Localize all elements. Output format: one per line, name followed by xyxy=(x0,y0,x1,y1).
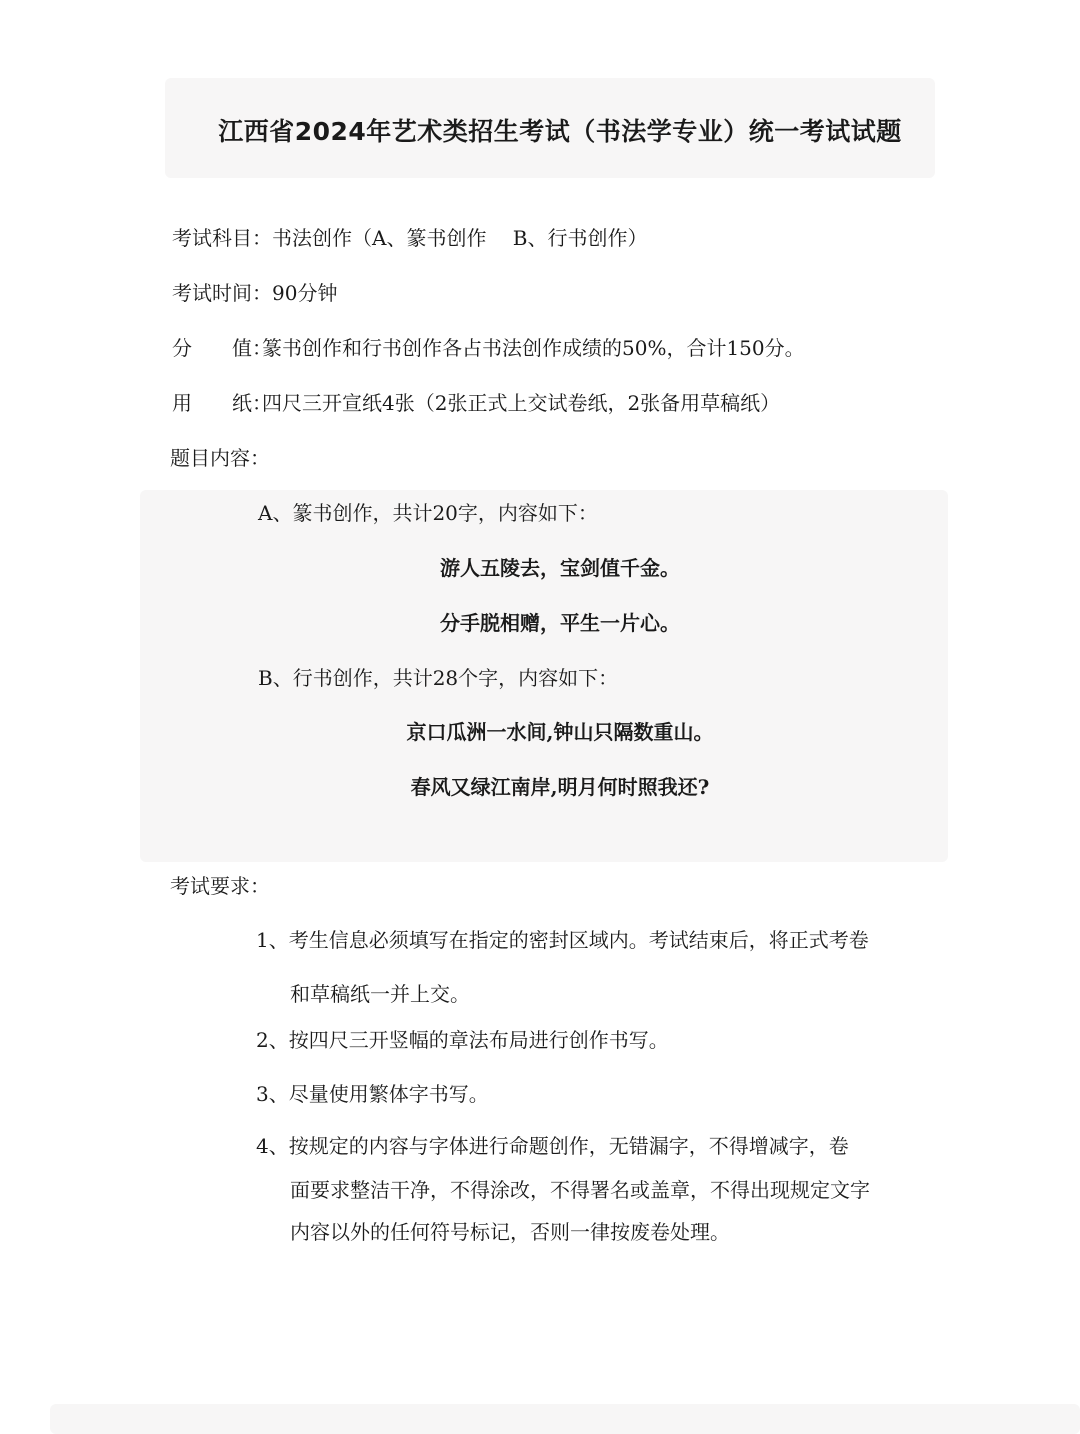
subject-label: 考试科目： xyxy=(172,226,272,250)
requirement-3: 3、尽量使用繁体字书写。 xyxy=(256,1082,489,1106)
score-row xyxy=(172,338,805,358)
paper-row xyxy=(172,393,780,413)
requirement-1-line-1: 1、考生信息必须填写在指定的密封区域内。考试结束后，将正式考卷 xyxy=(256,928,869,952)
score-value: 篆书创作和行书创作各占书法创作成绩的50%，合计150分。 xyxy=(262,336,805,360)
part-b-line-2: 春风又绿江南岸,明月何时照我还? xyxy=(410,775,710,799)
requirement-2: 2、按四尺三开竖幅的章法布局进行创作书写。 xyxy=(256,1028,669,1052)
part-a-heading: A、篆书创作，共计20字，内容如下： xyxy=(258,501,598,525)
requirement-4-line-3: 内容以外的任何符号标记，否则一律按废卷处理。 xyxy=(290,1220,730,1244)
paper-label-char1: 用 xyxy=(172,391,192,415)
score-label-char2: 值： xyxy=(232,336,272,360)
requirements-heading: 考试要求： xyxy=(170,874,270,898)
page-title: 江西省2024年艺术类招生考试（书法学专业）统一考试试题 xyxy=(218,117,902,146)
part-a-line-1: 游人五陵去，宝剑值千金。 xyxy=(440,556,680,580)
paper-value: 四尺三开宣纸4张（2张正式上交试卷纸，2张备用草稿纸） xyxy=(262,391,781,415)
requirement-4-line-1: 4、按规定的内容与字体进行命题创作，无错漏字，不得增减字，卷 xyxy=(256,1134,849,1158)
requirement-4-line-2: 面要求整洁干净，不得涂改，不得署名或盖章，不得出现规定文字 xyxy=(290,1178,870,1202)
score-label xyxy=(172,336,272,360)
part-a-line-2: 分手脱相赠，平生一片心。 xyxy=(440,611,680,635)
part-b-line-1: 京口瓜洲一水间,钟山只隔数重山。 xyxy=(406,720,714,744)
time-value: 90分钟 xyxy=(272,281,338,305)
time-label: 考试时间： xyxy=(172,281,272,305)
content-heading: 题目内容： xyxy=(170,446,270,470)
subject-row xyxy=(172,228,648,248)
score-label-char1: 分 xyxy=(172,336,192,360)
subject-value: 书法创作（A、篆书创作 B、行书创作） xyxy=(272,226,648,250)
paper-label-char2: 纸： xyxy=(232,391,272,415)
bottom-band xyxy=(50,1404,1080,1434)
requirement-1-line-2: 和草稿纸一并上交。 xyxy=(290,982,470,1006)
part-b-heading: B、行书创作，共计28个字，内容如下： xyxy=(258,666,619,690)
time-row xyxy=(172,283,337,303)
paper-label xyxy=(172,391,272,415)
